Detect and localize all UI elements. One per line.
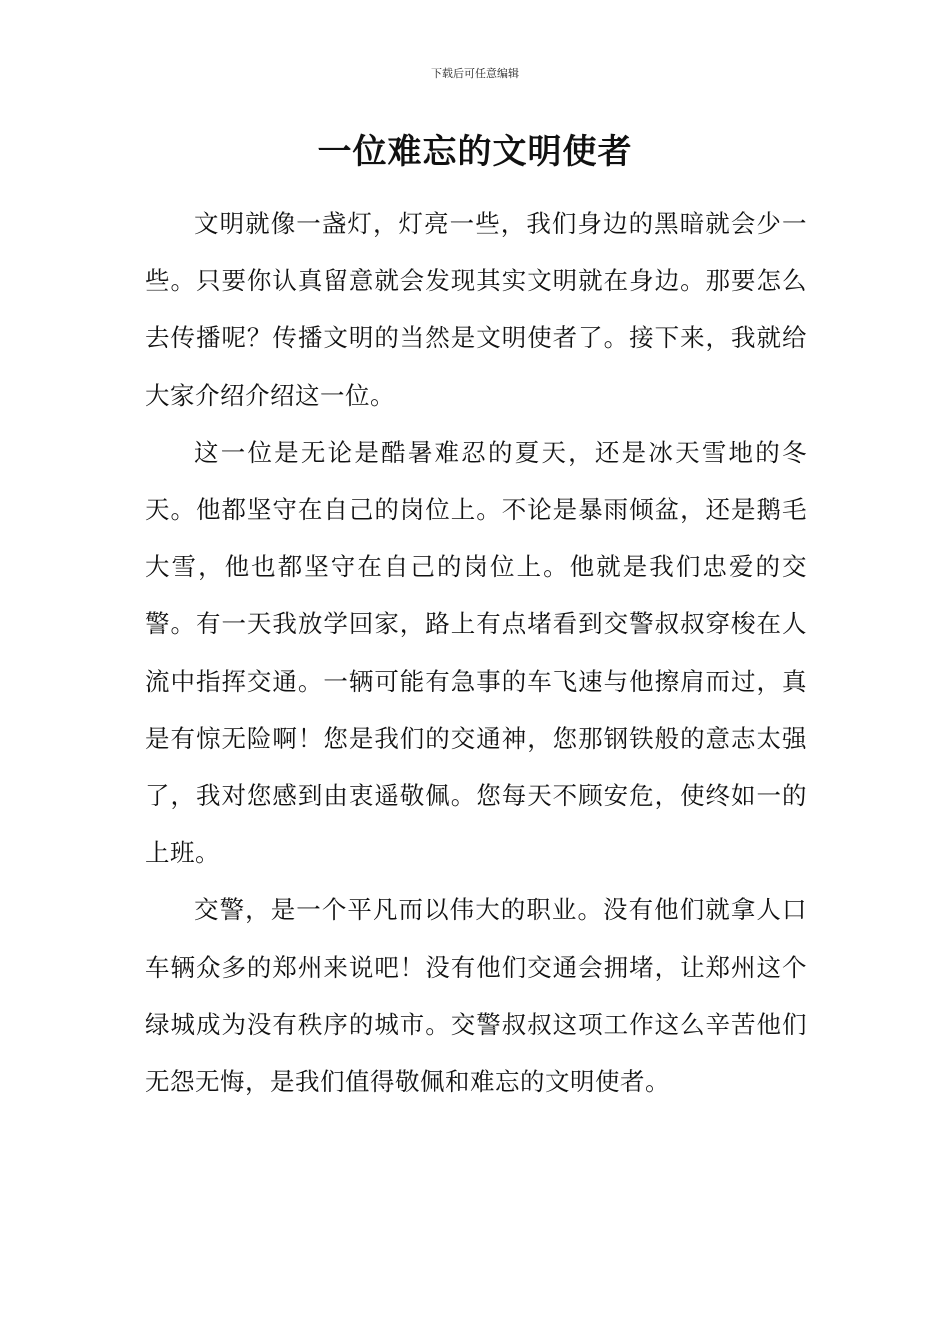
header-note: 下载后可任意编辑 bbox=[431, 67, 519, 80]
paragraph-3: 交警，是一个平凡而以伟大的职业。没有他们就拿人口车辆众多的郑州来说吧！没有他们交通会拥堵，让郑州这个绿城成为没有秩序的城市。交警叔叔这项工作这么辛苦他们无怨无悔，是我们值得敬佩和难忘的文明使者。 bbox=[145, 895, 807, 1097]
document-title: 一位难忘的文明使者 bbox=[317, 132, 633, 172]
paragraph-1: 文明就像一盏灯，灯亮一些，我们身边的黑暗就会少一些。只要你认真留意就会发现其实文明就在身边。那要怎么去传播呢？传播文明的当然是文明使者了。接下来，我就给大家介绍介绍这一位。 bbox=[145, 209, 807, 410]
document-body bbox=[145, 195, 807, 1110]
paragraph-2: 这一位是无论是酷暑难忍的夏天，还是冰天雪地的冬天。他都坚守在自己的岗位上。不论是暴雨倾盆，还是鹅毛大雪，他也都坚守在自己的岗位上。他就是我们忠爱的交警。有一天我放学回家，路上有点堵看到交警叔叔穿梭在人流中指挥交通。一辆可能有急事的车飞速与他擦肩而过，真是有惊无险啊！您是我们的交通神，您那钢铁般的意志太强了，我对您感到由衷遥敬佩。您每天不顾安危，使终如一的上班。 bbox=[145, 437, 807, 868]
